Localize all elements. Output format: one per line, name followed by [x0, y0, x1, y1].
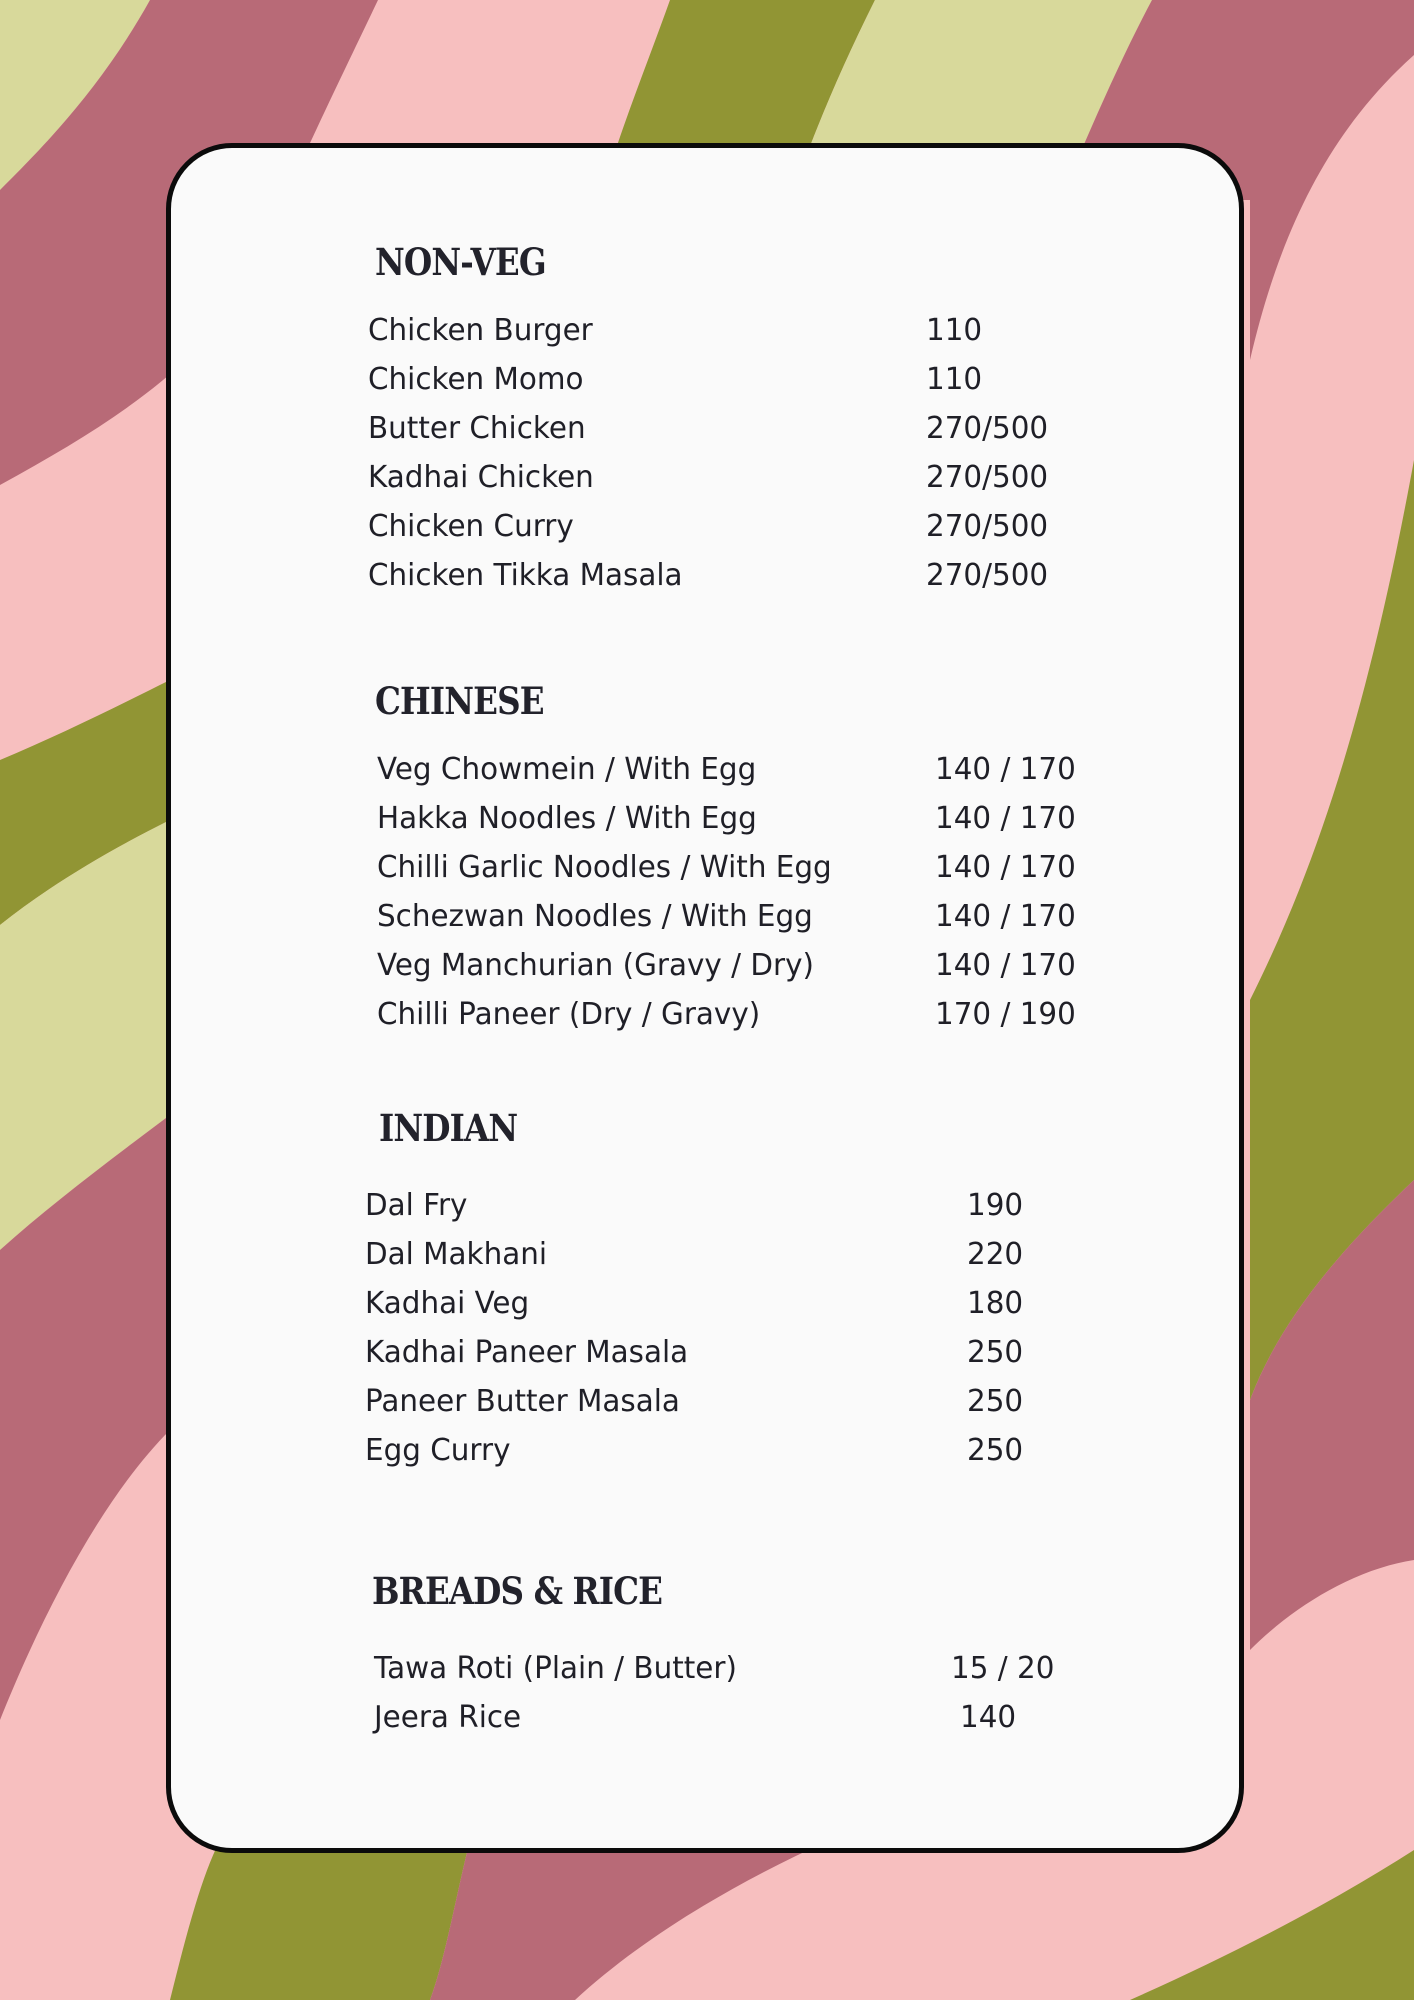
- menu-item-price: 140 / 170: [935, 752, 1076, 787]
- section-heading-non-veg: NON-VEG: [375, 240, 546, 284]
- section-heading-chinese: CHINESE: [375, 679, 544, 723]
- menu-item-price: 220: [967, 1237, 1024, 1272]
- menu-item-name: Dal Fry: [365, 1188, 468, 1223]
- menu-item-name: Tawa Roti (Plain / Butter): [374, 1651, 737, 1686]
- menu-item-price: 110: [926, 362, 983, 397]
- section-heading-breads-rice: BREADS & RICE: [372, 1569, 663, 1613]
- menu-item-name: Chicken Burger: [368, 313, 593, 348]
- menu-item-price: 180: [967, 1286, 1024, 1321]
- menu-item-name: Chilli Paneer (Dry / Gravy): [377, 997, 761, 1032]
- menu-item-name: Chilli Garlic Noodles / With Egg: [377, 850, 832, 885]
- menu-item-name: Schezwan Noodles / With Egg: [377, 899, 813, 934]
- menu-item-name: Egg Curry: [365, 1433, 511, 1468]
- menu-card: [166, 143, 1244, 1853]
- menu-item-price: 250: [967, 1384, 1024, 1419]
- menu-item-price: 270/500: [926, 411, 1049, 446]
- menu-item-name: Chicken Momo: [368, 362, 584, 397]
- menu-item-name: Hakka Noodles / With Egg: [377, 801, 757, 836]
- menu-item-name: Chicken Tikka Masala: [368, 558, 683, 593]
- menu-item-name: Dal Makhani: [365, 1237, 548, 1272]
- menu-item-price: 140: [960, 1700, 1017, 1735]
- menu-item-price: 140 / 170: [935, 899, 1076, 934]
- bg-stripe-olive-bottom: [170, 1840, 470, 2000]
- menu-item-price: 270/500: [926, 558, 1049, 593]
- menu-item-price: 250: [967, 1335, 1024, 1370]
- menu-item-name: Jeera Rice: [374, 1700, 522, 1735]
- menu-item-price: 270/500: [926, 509, 1049, 544]
- menu-item-name: Kadhai Chicken: [368, 460, 594, 495]
- menu-item-name: Chicken Curry: [368, 509, 574, 544]
- menu-item-name: Veg Manchurian (Gravy / Dry): [377, 948, 814, 983]
- menu-item-price: 270/500: [926, 460, 1049, 495]
- menu-item-price: 190: [967, 1188, 1024, 1223]
- menu-item-price: 140 / 170: [935, 850, 1076, 885]
- menu-item-name: Butter Chicken: [368, 411, 586, 446]
- menu-item-name: Paneer Butter Masala: [365, 1384, 680, 1419]
- menu-item-price: 170 / 190: [935, 997, 1076, 1032]
- menu-item-price: 15 / 20: [951, 1651, 1055, 1686]
- menu-item-name: Kadhai Paneer Masala: [365, 1335, 689, 1370]
- menu-item-price: 140 / 170: [935, 948, 1076, 983]
- menu-item-price: 110: [926, 313, 983, 348]
- menu-item-price: 140 / 170: [935, 801, 1076, 836]
- menu-item-name: Kadhai Veg: [365, 1286, 530, 1321]
- menu-item-name: Veg Chowmein / With Egg: [377, 752, 757, 787]
- section-heading-indian: INDIAN: [379, 1106, 518, 1150]
- menu-item-price: 250: [967, 1433, 1024, 1468]
